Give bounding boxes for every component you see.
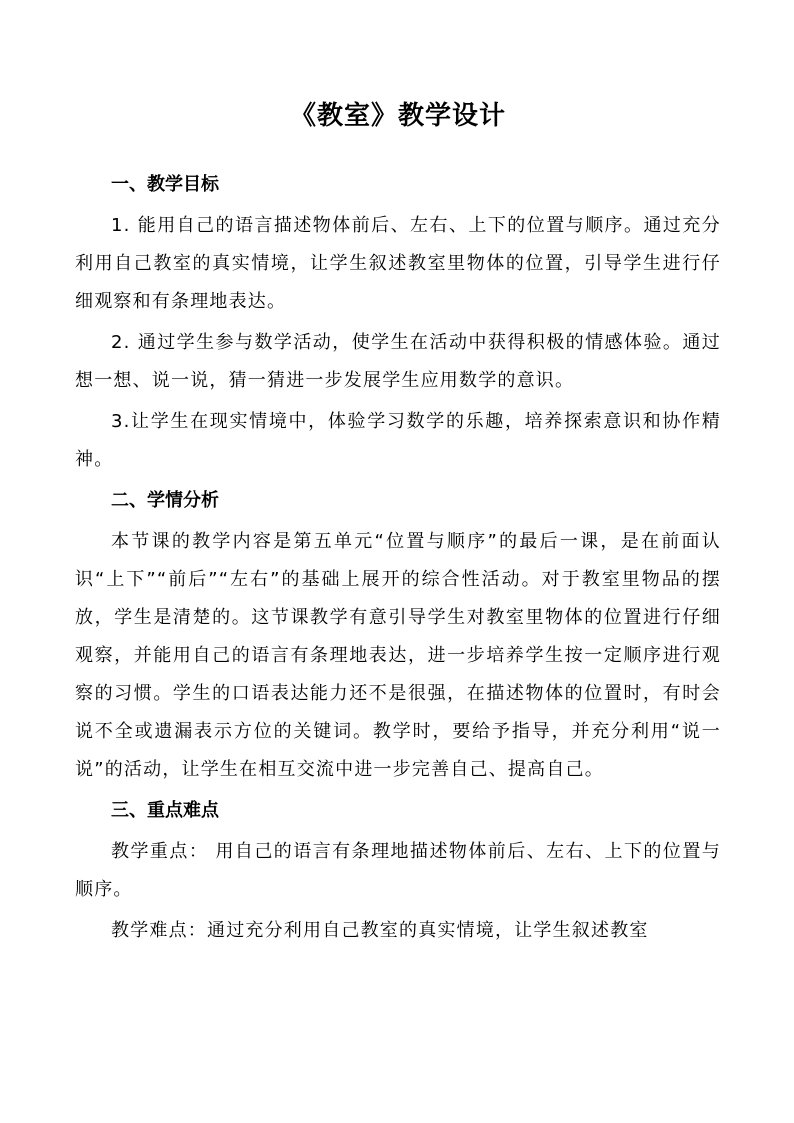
document-page bbox=[75, 96, 721, 953]
section-heading: 一、教学目标 bbox=[111, 174, 219, 195]
paragraph: 3.让学生在现实情境中，体验学习数学的乐趣，培养探索意识和协作精神。 bbox=[75, 411, 721, 470]
section-heading: 三、重点难点 bbox=[111, 800, 219, 821]
paragraph: 本节课的教学内容是第五单元“位置与顺序”的最后一课，是在前面认识“上下”“前后”“左右”的基础上展开的综合性活动。对于教室里物品的摆放，学生是清楚的。这节课教学有意引导学生对教室里物体的位置进行仔细观察，并能用自己的语言有条理地表达，进一步培养学生按一定顺序进行观察的习惯。学生的口语表达能力还不是很强，在描述物体的位置时，有时会说不全或遗漏表示方位的关键词。教学时，要给予指导，并充分利用“说一说”的活动，让学生在相互交流中进一步完善自己、提高自己。 bbox=[75, 531, 721, 780]
document-title: 《教室》教学设计 bbox=[289, 101, 506, 131]
section-learner-analysis bbox=[75, 482, 721, 789]
paragraph: 1. 能用自己的语言描述物体前后、左右、上下的位置与顺序。通过充分利用自己教室的真实情境，让学生叙述教室里物体的位置，引导学生进行仔细观察和有条理地表达。 bbox=[75, 215, 721, 312]
paragraph: 教学难点：通过充分利用自己教室的真实情境，让学生叙述教室 bbox=[111, 920, 649, 941]
paragraph: 2. 通过学生参与数学活动，使学生在活动中获得积极的情感体验。通过想一想、说一说，猜一猜进一步发展学生应用数学的意识。 bbox=[75, 332, 721, 391]
section-heading: 二、学情分析 bbox=[111, 490, 219, 511]
section-key-points bbox=[75, 792, 721, 950]
paragraph: 教学重点： 用自己的语言有条理地描述物体前后、左右、上下的位置与顺序。 bbox=[75, 841, 721, 900]
section-teaching-goals bbox=[75, 166, 721, 479]
